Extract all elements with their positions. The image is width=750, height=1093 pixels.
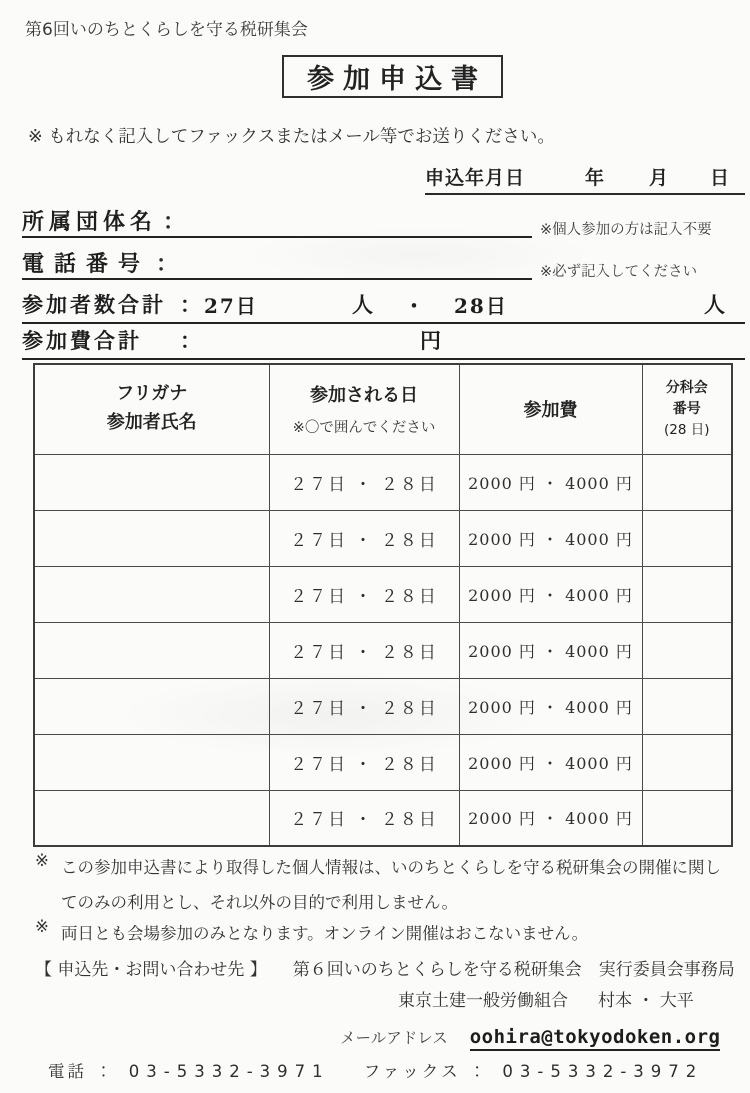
col-header-fee: 参加費 (459, 364, 642, 454)
phone-number-label: 電話番号 (22, 251, 151, 277)
fee-choice-cell: 2000 円 ・ 4000 円 (459, 678, 642, 734)
fee-total-label: 参加費合計 (22, 328, 142, 353)
participant-row (34, 734, 732, 790)
tel-number: 03-5332-3971 (128, 1062, 330, 1081)
name-blank-cell (34, 566, 269, 622)
fee-choice-cell: 2000 円 ・ 4000 円 (459, 622, 642, 678)
date-choice-cell: ２７日 ・ ２８日 (269, 790, 459, 846)
contact-persons: 村本 ・ 大平 (598, 991, 694, 1011)
participant-total-colon: ： (180, 292, 201, 317)
circle-instruction: ※〇で囲んでください (292, 420, 436, 437)
participant-total-label: 参加者数合計 (22, 292, 166, 317)
date-choice-cell: ２７日 ・ ２８日 (269, 734, 459, 790)
day28-label: 28日 (454, 294, 508, 318)
union-name: 東京土建一般労働組合 (398, 991, 568, 1011)
date-choice-cell: ２７日 ・ ２８日 (269, 678, 459, 734)
date-line-label: 申込年月日 (425, 167, 526, 189)
tel-label: 電話 ： (48, 1062, 115, 1081)
attend-date-label: 参加される日 (310, 385, 418, 407)
furigana-label: フリガナ (116, 383, 188, 405)
date-year-label: 年 (585, 167, 605, 189)
participant-row (34, 566, 732, 622)
form-title: 参加申込書 (307, 64, 487, 95)
day27-label: 27日 (204, 294, 258, 318)
day28-person-unit: 人 (704, 292, 725, 317)
participant-row (34, 678, 732, 734)
group-number-blank-cell (642, 510, 732, 566)
fee-choice-cell: 2000 円 ・ 4000 円 (459, 734, 642, 790)
form-title-box (282, 55, 503, 98)
col-header-name (34, 364, 269, 454)
group-label-2: 番号 (672, 401, 701, 418)
email-row (340, 1026, 720, 1051)
fee-total-colon: ： (180, 328, 201, 353)
group-number-blank-cell (642, 734, 732, 790)
participant-row (34, 454, 732, 510)
note-mark: ※ (35, 851, 49, 870)
group-label-3: (28 日) (663, 422, 710, 439)
group-number-blank-cell (642, 678, 732, 734)
date-day-label: 日 (710, 167, 730, 189)
fee-choice-cell: 2000 円 ・ 4000 円 (459, 566, 642, 622)
org-name-field (22, 205, 532, 238)
fee-choice-cell: 2000 円 ・ 4000 円 (459, 510, 642, 566)
group-number-blank-cell (642, 454, 732, 510)
name-blank-cell (34, 678, 269, 734)
participant-total-field (22, 290, 745, 324)
name-blank-cell (34, 734, 269, 790)
venue-only-note-text: 両日とも会場参加のみとなります。オンライン開催はおこないません。 (61, 924, 589, 943)
note-mark: ※ (35, 917, 49, 936)
fee-choice-cell: 2000 円 ・ 4000 円 (459, 454, 642, 510)
yen-unit-label: 円 (420, 328, 441, 353)
org-name-note: ※個人参加の方は記入不要 (540, 222, 712, 238)
name-blank-cell (34, 510, 269, 566)
date-choice-cell: ２７日 ・ ２８日 (269, 510, 459, 566)
email-address: oohira@tokyodoken.org (470, 1026, 721, 1051)
participant-table (33, 363, 733, 847)
contact-line-2 (398, 986, 694, 1011)
group-number-blank-cell (642, 622, 732, 678)
table-header-row (34, 364, 732, 454)
inquiry-bracket-label: 【 申込先・お問い合わせ先 】 (35, 960, 267, 980)
contact-line-1 (35, 955, 735, 980)
phone-number-note: ※必ず記入してください (540, 264, 698, 280)
phone-fax-row (48, 1058, 703, 1082)
phone-number-colon: ： (156, 251, 179, 277)
instruction-note: ※ もれなく記入してファックスまたはメール等でお送りください。 (28, 127, 555, 147)
fee-choice-cell: 2000 円 ・ 4000 円 (459, 790, 642, 846)
group-label-1: 分科会 (665, 380, 708, 397)
fee-total-field (22, 330, 745, 360)
participant-row (34, 622, 732, 678)
email-label: メールアドレス (340, 1029, 448, 1047)
venue-only-note (35, 917, 724, 952)
col-header-group-number (642, 364, 732, 454)
date-month-label: 月 (649, 167, 669, 189)
org-name-colon: ： (163, 209, 186, 235)
org-name-label: 所属団体名 (22, 209, 158, 235)
date-choice-cell: ２７日 ・ ２８日 (269, 622, 459, 678)
phone-number-field (22, 247, 532, 280)
date-choice-cell: ２７日 ・ ２８日 (269, 454, 459, 510)
name-blank-cell (34, 790, 269, 846)
day-separator-dot: ・ (404, 294, 424, 318)
day27-person-unit: 人 (352, 292, 373, 317)
application-date-line (425, 167, 745, 195)
participant-row (34, 790, 732, 846)
col-header-date (269, 364, 459, 454)
date-choice-cell: ２７日 ・ ２８日 (269, 566, 459, 622)
group-number-blank-cell (642, 790, 732, 846)
name-blank-cell (34, 454, 269, 510)
name-blank-cell (34, 622, 269, 678)
privacy-note-text: この参加申込書により取得した個人情報は、いのちとくらしを守る税研集会の開催に関してのみの利用とし、それ以外の目的で利用しません。 (61, 858, 721, 912)
privacy-note (35, 851, 724, 921)
participant-name-label: 参加者氏名 (106, 412, 197, 434)
event-title: 第6回いのちとくらしを守る税研集会 (25, 20, 308, 40)
group-number-blank-cell (642, 566, 732, 622)
inquiry-org: 第６回いのちとくらしを守る税研集会 実行委員会事務局 (292, 960, 735, 980)
fax-label: ファックス ： (363, 1062, 489, 1081)
participant-row (34, 510, 732, 566)
fax-number: 03-5332-3972 (502, 1062, 704, 1081)
